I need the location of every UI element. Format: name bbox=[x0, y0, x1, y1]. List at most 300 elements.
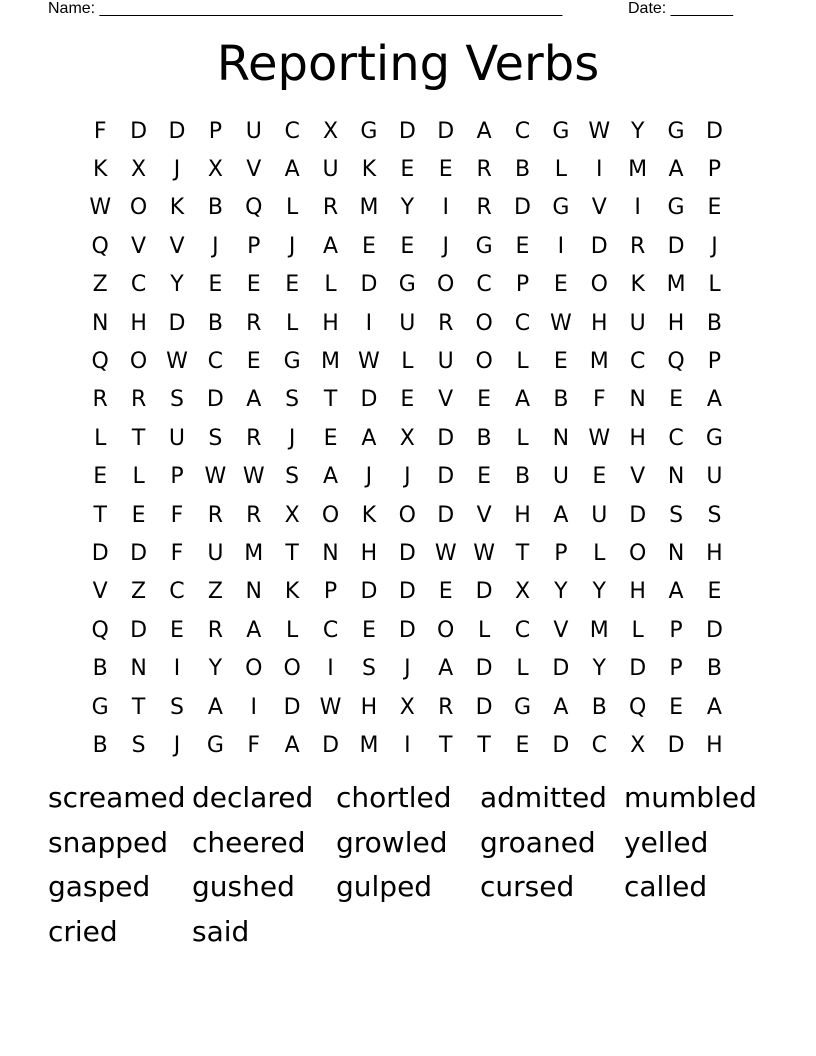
grid-cell[interactable]: H bbox=[706, 732, 723, 758]
grid-cell[interactable]: D bbox=[360, 387, 378, 413]
grid-cell[interactable]: X bbox=[514, 579, 531, 605]
grid-cell[interactable]: O bbox=[129, 195, 148, 221]
grid-cell[interactable]: X bbox=[207, 157, 223, 183]
grid-cell[interactable]: M bbox=[244, 540, 264, 566]
header-line bbox=[48, 0, 748, 20]
grid-cell[interactable]: E bbox=[707, 195, 722, 221]
grid-cell[interactable]: A bbox=[668, 157, 684, 183]
grid-cell[interactable]: O bbox=[245, 656, 263, 682]
grid-cell[interactable]: A bbox=[284, 157, 300, 183]
grid-cell[interactable]: I bbox=[250, 694, 257, 720]
grid-cell[interactable]: O bbox=[321, 502, 340, 528]
grid-cell[interactable]: S bbox=[169, 694, 184, 720]
grid-cell[interactable]: D bbox=[130, 617, 148, 643]
grid-cell[interactable]: C bbox=[322, 617, 339, 643]
grid-cell[interactable]: O bbox=[629, 540, 647, 566]
grid-cell[interactable]: G bbox=[206, 732, 224, 758]
grid-cell[interactable]: E bbox=[592, 464, 607, 490]
grid-cell[interactable]: J bbox=[288, 233, 296, 259]
grid-cell[interactable]: M bbox=[589, 349, 609, 375]
grid-cell[interactable]: Y bbox=[592, 656, 606, 682]
grid-cell[interactable]: P bbox=[669, 617, 683, 643]
grid-cell[interactable]: L bbox=[631, 617, 644, 643]
grid-cell[interactable]: E bbox=[438, 579, 453, 605]
grid-cell[interactable]: G bbox=[398, 272, 416, 298]
grid-cell[interactable]: T bbox=[285, 540, 299, 566]
grid-cell[interactable]: D bbox=[168, 310, 186, 336]
grid-cell[interactable]: E bbox=[361, 617, 376, 643]
grid-cell[interactable]: T bbox=[131, 694, 146, 720]
grid-cell[interactable]: J bbox=[173, 732, 181, 758]
grid-cell[interactable]: D bbox=[667, 732, 685, 758]
grid-cell[interactable]: H bbox=[591, 310, 608, 336]
grid-cell[interactable]: Q bbox=[667, 349, 685, 375]
grid-cell[interactable]: E bbox=[477, 464, 492, 490]
grid-cell[interactable]: G bbox=[552, 118, 570, 144]
grid-cell[interactable]: D bbox=[168, 118, 186, 144]
grid-cell[interactable]: V bbox=[630, 464, 646, 490]
grid-cell[interactable]: P bbox=[707, 349, 722, 375]
grid-cell[interactable]: U bbox=[322, 157, 339, 183]
grid-cell[interactable]: D bbox=[398, 118, 416, 144]
grid-cell[interactable]: L bbox=[477, 617, 491, 643]
grid-cell[interactable]: R bbox=[130, 387, 147, 413]
grid-cell[interactable]: C bbox=[476, 272, 492, 298]
grid-cell[interactable]: D bbox=[475, 656, 493, 682]
grid-cell[interactable]: B bbox=[706, 310, 722, 336]
grid-cell[interactable]: H bbox=[706, 540, 723, 566]
grid-cell[interactable]: N bbox=[667, 464, 685, 490]
grid-cell[interactable]: D bbox=[322, 732, 340, 758]
grid-cell[interactable]: D bbox=[667, 233, 685, 259]
grid-cell[interactable]: M bbox=[321, 349, 341, 375]
grid-cell[interactable]: R bbox=[630, 233, 646, 259]
grid-cell[interactable]: V bbox=[591, 195, 607, 221]
grid-cell[interactable]: W bbox=[473, 540, 495, 566]
grid-cell[interactable]: N bbox=[322, 540, 339, 566]
grid-cell[interactable]: D bbox=[552, 656, 570, 682]
grid-cell[interactable]: J bbox=[212, 233, 219, 259]
grid-cell[interactable]: E bbox=[246, 349, 261, 375]
grid-cell[interactable]: W bbox=[319, 694, 342, 720]
word-list-item: yelled bbox=[624, 825, 709, 859]
grid-cell[interactable]: A bbox=[553, 694, 569, 720]
grid-cell[interactable]: K bbox=[92, 157, 108, 183]
grid-cell[interactable]: K bbox=[169, 195, 185, 221]
grid-cell[interactable]: R bbox=[207, 617, 224, 643]
grid-cell[interactable]: C bbox=[514, 617, 531, 643]
grid-cell[interactable]: F bbox=[592, 387, 606, 413]
grid-cell[interactable]: C bbox=[591, 732, 607, 758]
grid-cell[interactable]: J bbox=[365, 464, 373, 490]
grid-cell[interactable]: D bbox=[360, 272, 378, 298]
grid-cell[interactable]: X bbox=[284, 502, 300, 528]
grid-cell[interactable]: O bbox=[475, 310, 493, 336]
grid-cell[interactable]: R bbox=[92, 387, 108, 413]
grid-cell[interactable]: X bbox=[399, 425, 415, 451]
grid-cell[interactable]: N bbox=[245, 579, 262, 605]
grid-cell[interactable]: S bbox=[208, 425, 223, 451]
grid-cell[interactable]: A bbox=[323, 233, 339, 259]
date-field[interactable]: Date: _______ bbox=[628, 0, 733, 17]
grid-cell[interactable]: P bbox=[323, 579, 338, 605]
grid-cell[interactable]: Q bbox=[245, 195, 263, 221]
grid-cell[interactable]: U bbox=[399, 310, 416, 336]
grid-cell[interactable]: D bbox=[398, 617, 416, 643]
grid-cell[interactable]: O bbox=[283, 656, 301, 682]
grid-cell[interactable]: G bbox=[91, 694, 109, 720]
grid-cell[interactable]: M bbox=[628, 157, 648, 183]
grid-cell[interactable]: P bbox=[669, 656, 683, 682]
grid-cell[interactable]: B bbox=[207, 195, 223, 221]
grid-cell[interactable]: R bbox=[438, 694, 454, 720]
grid-cell[interactable]: A bbox=[706, 694, 722, 720]
grid-cell[interactable]: V bbox=[438, 387, 454, 413]
grid-cell[interactable]: M bbox=[666, 272, 686, 298]
grid-cell[interactable]: Y bbox=[170, 272, 184, 298]
grid-cell[interactable]: E bbox=[285, 272, 300, 298]
grid-cell[interactable]: G bbox=[705, 425, 723, 451]
grid-cell[interactable]: V bbox=[476, 502, 492, 528]
grid-cell[interactable]: B bbox=[706, 656, 722, 682]
grid-cell[interactable]: K bbox=[630, 272, 645, 298]
grid-cell[interactable]: C bbox=[207, 349, 224, 375]
grid-cell[interactable]: A bbox=[476, 118, 492, 144]
grid-cell[interactable]: E bbox=[323, 425, 338, 451]
grid-cell[interactable]: I bbox=[173, 656, 181, 682]
grid-cell[interactable]: E bbox=[170, 617, 184, 643]
grid-cell[interactable]: W bbox=[550, 310, 572, 336]
grid-cell[interactable]: B bbox=[514, 464, 531, 490]
word-list-item: groaned bbox=[480, 825, 596, 859]
word-list-item: cursed bbox=[480, 870, 575, 904]
grid-cell[interactable]: O bbox=[475, 349, 493, 375]
grid-cell[interactable]: L bbox=[554, 157, 568, 183]
grid-cell[interactable]: P bbox=[707, 157, 722, 183]
grid-cell[interactable]: K bbox=[361, 157, 377, 183]
grid-cell[interactable]: T bbox=[131, 425, 146, 451]
grid-cell[interactable]: F bbox=[170, 540, 184, 566]
grid-cell[interactable]: S bbox=[169, 387, 184, 413]
grid-cell[interactable]: C bbox=[668, 425, 684, 451]
grid-cell[interactable]: H bbox=[667, 310, 685, 336]
grid-cell[interactable]: V bbox=[131, 233, 147, 259]
grid-cell[interactable]: R bbox=[438, 310, 454, 336]
grid-cell[interactable]: Y bbox=[592, 579, 606, 605]
grid-cell[interactable]: Y bbox=[630, 118, 645, 144]
grid-cell[interactable]: M bbox=[589, 617, 609, 643]
grid-cell[interactable]: A bbox=[246, 387, 262, 413]
grid-cell[interactable]: L bbox=[708, 272, 721, 298]
grid-cell[interactable]: Q bbox=[91, 233, 109, 259]
grid-cell[interactable]: N bbox=[91, 310, 109, 336]
grid-cell[interactable]: N bbox=[130, 656, 147, 682]
grid-cell[interactable]: C bbox=[169, 579, 185, 605]
grid-cell[interactable]: O bbox=[129, 349, 148, 375]
grid-cell[interactable]: I bbox=[442, 195, 449, 221]
grid-cell[interactable]: V bbox=[246, 157, 262, 183]
grid-cell[interactable]: G bbox=[667, 195, 685, 221]
grid-cell[interactable]: W bbox=[588, 118, 611, 144]
grid-cell[interactable]: O bbox=[437, 272, 455, 298]
grid-cell[interactable]: S bbox=[285, 464, 300, 490]
grid-cell[interactable]: H bbox=[322, 310, 339, 336]
grid-cell[interactable]: J bbox=[711, 233, 718, 259]
grid-cell[interactable]: N bbox=[629, 387, 646, 413]
word-list-item: called bbox=[624, 870, 708, 904]
grid-cell[interactable]: X bbox=[323, 118, 339, 144]
grid-cell[interactable]: L bbox=[324, 272, 337, 298]
grid-cell[interactable]: R bbox=[476, 195, 492, 221]
grid-cell[interactable]: G bbox=[552, 195, 570, 221]
grid-cell[interactable]: E bbox=[553, 272, 568, 298]
grid-cell[interactable]: U bbox=[706, 464, 723, 490]
grid-cell[interactable]: D bbox=[629, 502, 647, 528]
grid-cell[interactable]: C bbox=[284, 118, 300, 144]
grid-cell[interactable]: F bbox=[93, 118, 107, 144]
grid-cell[interactable]: Q bbox=[629, 694, 647, 720]
grid-cell[interactable]: C bbox=[514, 118, 531, 144]
grid-cell[interactable]: C bbox=[629, 349, 646, 375]
grid-cell[interactable]: M bbox=[359, 732, 379, 758]
grid-cell[interactable]: J bbox=[173, 157, 181, 183]
grid-cell[interactable]: G bbox=[667, 118, 685, 144]
grid-cell[interactable]: Q bbox=[91, 349, 109, 375]
grid-cell[interactable]: D bbox=[705, 118, 723, 144]
grid-cell[interactable]: A bbox=[514, 387, 531, 413]
grid-cell[interactable]: L bbox=[401, 349, 414, 375]
grid-cell[interactable]: Q bbox=[91, 617, 109, 643]
grid-cell[interactable]: J bbox=[288, 425, 296, 451]
grid-cell[interactable]: Y bbox=[554, 579, 568, 605]
grid-cell[interactable]: O bbox=[437, 617, 455, 643]
grid-cell[interactable]: X bbox=[399, 694, 415, 720]
grid-cell[interactable]: F bbox=[170, 502, 184, 528]
grid-cell[interactable]: E bbox=[246, 272, 261, 298]
grid-cell[interactable]: E bbox=[515, 233, 530, 259]
grid-cell[interactable]: A bbox=[438, 656, 454, 682]
grid-cell[interactable]: G bbox=[513, 694, 532, 720]
grid-cell[interactable]: D bbox=[475, 694, 493, 720]
grid-cell[interactable]: F bbox=[247, 732, 261, 758]
grid-cell[interactable]: K bbox=[284, 579, 300, 605]
grid-cell[interactable]: D bbox=[130, 540, 148, 566]
grid-cell[interactable]: T bbox=[515, 540, 530, 566]
grid-cell[interactable]: W bbox=[358, 349, 380, 375]
grid-cell[interactable]: E bbox=[669, 694, 683, 720]
grid-cell[interactable]: S bbox=[361, 656, 376, 682]
grid-cell[interactable]: T bbox=[323, 387, 338, 413]
grid-cell[interactable]: R bbox=[246, 502, 262, 528]
grid-cell[interactable]: W bbox=[434, 540, 457, 566]
word-list-item: growled bbox=[336, 825, 448, 859]
grid-cell[interactable]: P bbox=[554, 540, 568, 566]
grid-cell[interactable]: W bbox=[242, 464, 265, 490]
grid-cell[interactable]: S bbox=[285, 387, 300, 413]
grid-cell[interactable]: L bbox=[516, 425, 529, 451]
grid-cell[interactable]: D bbox=[91, 540, 109, 566]
grid-cell[interactable]: E bbox=[707, 579, 722, 605]
grid-cell[interactable]: D bbox=[514, 195, 531, 221]
grid-cell[interactable]: T bbox=[477, 732, 491, 758]
letter-grid bbox=[81, 112, 736, 765]
grid-cell[interactable]: B bbox=[514, 157, 531, 183]
grid-cell[interactable]: P bbox=[515, 272, 530, 298]
grid-cell[interactable]: S bbox=[707, 502, 722, 528]
grid-cell[interactable]: I bbox=[557, 233, 565, 259]
grid-cell[interactable]: N bbox=[667, 540, 685, 566]
grid-cell[interactable]: V bbox=[553, 617, 569, 643]
grid-cell[interactable]: L bbox=[286, 310, 299, 336]
name-field[interactable]: Name: ____________________________________________________ bbox=[48, 0, 563, 17]
grid-cell[interactable]: U bbox=[629, 310, 646, 336]
grid-cell[interactable]: H bbox=[629, 579, 646, 605]
grid-cell[interactable]: E bbox=[400, 233, 415, 259]
grid-cell[interactable]: U bbox=[207, 540, 224, 566]
grid-cell[interactable]: D bbox=[437, 118, 455, 144]
grid-cell[interactable]: D bbox=[705, 617, 723, 643]
grid-cell[interactable]: Z bbox=[131, 579, 147, 605]
grid-cell[interactable]: H bbox=[514, 502, 531, 528]
grid-cell[interactable]: O bbox=[590, 272, 608, 298]
grid-cell[interactable]: W bbox=[588, 425, 611, 451]
grid-cell[interactable]: W bbox=[89, 195, 112, 221]
grid-cell[interactable]: D bbox=[629, 656, 647, 682]
grid-cell[interactable]: R bbox=[246, 310, 262, 336]
grid-cell[interactable]: L bbox=[286, 617, 299, 643]
grid-cell[interactable]: U bbox=[168, 425, 186, 451]
grid-cell[interactable]: X bbox=[630, 732, 646, 758]
grid-cell[interactable]: N bbox=[552, 425, 570, 451]
grid-cell[interactable]: A bbox=[553, 502, 569, 528]
grid-cell[interactable]: J bbox=[442, 233, 449, 259]
grid-cell[interactable]: E bbox=[515, 732, 530, 758]
grid-cell[interactable]: Y bbox=[208, 656, 223, 682]
grid-cell[interactable]: L bbox=[593, 540, 606, 566]
grid-cell[interactable]: B bbox=[92, 732, 108, 758]
grid-cell[interactable]: H bbox=[130, 310, 147, 336]
grid-cell[interactable]: X bbox=[131, 157, 147, 183]
grid-cell[interactable]: S bbox=[131, 732, 146, 758]
grid-cell[interactable]: D bbox=[360, 579, 378, 605]
grid-cell[interactable]: E bbox=[438, 157, 453, 183]
grid-cell[interactable]: E bbox=[477, 387, 492, 413]
grid-cell[interactable]: G bbox=[360, 118, 378, 144]
grid-cell[interactable]: I bbox=[365, 310, 373, 336]
grid-cell[interactable]: G bbox=[283, 349, 301, 375]
grid-cell[interactable]: W bbox=[166, 349, 188, 375]
grid-cell[interactable]: U bbox=[437, 349, 454, 375]
grid-cell[interactable]: G bbox=[475, 233, 493, 259]
grid-cell[interactable]: E bbox=[361, 233, 376, 259]
grid-cell[interactable]: B bbox=[553, 387, 569, 413]
grid-cell[interactable]: D bbox=[130, 118, 148, 144]
grid-cell[interactable]: Z bbox=[207, 579, 223, 605]
grid-cell[interactable]: R bbox=[207, 502, 224, 528]
grid-cell[interactable]: A bbox=[361, 425, 377, 451]
grid-cell[interactable]: U bbox=[245, 118, 262, 144]
grid-cell[interactable]: E bbox=[669, 387, 683, 413]
grid-cell[interactable]: D bbox=[590, 233, 608, 259]
grid-cell[interactable]: U bbox=[591, 502, 608, 528]
grid-cell[interactable]: L bbox=[286, 195, 299, 221]
grid-cell[interactable]: H bbox=[360, 694, 378, 720]
grid-cell[interactable]: W bbox=[204, 464, 227, 490]
grid-cell[interactable]: J bbox=[404, 656, 411, 682]
grid-cell[interactable]: I bbox=[327, 656, 334, 682]
grid-cell[interactable]: R bbox=[322, 195, 339, 221]
grid-cell[interactable]: I bbox=[596, 157, 603, 183]
grid-cell[interactable]: E bbox=[400, 387, 415, 413]
grid-cell[interactable]: E bbox=[400, 157, 415, 183]
grid-cell[interactable]: O bbox=[398, 502, 416, 528]
grid-cell[interactable]: B bbox=[92, 656, 108, 682]
grid-cell[interactable]: A bbox=[706, 387, 722, 413]
grid-cell[interactable]: D bbox=[206, 387, 224, 413]
grid-cell[interactable]: Z bbox=[92, 272, 108, 298]
grid-cell[interactable]: T bbox=[438, 732, 453, 758]
grid-cell[interactable]: L bbox=[516, 349, 529, 375]
grid-cell[interactable]: R bbox=[476, 157, 492, 183]
grid-cell[interactable]: E bbox=[553, 349, 568, 375]
grid-cell[interactable]: H bbox=[629, 425, 646, 451]
grid-cell[interactable]: B bbox=[476, 425, 492, 451]
grid-cell[interactable]: D bbox=[398, 540, 416, 566]
grid-cell[interactable]: A bbox=[668, 579, 684, 605]
grid-cell[interactable]: T bbox=[93, 502, 107, 528]
grid-cell[interactable]: A bbox=[246, 617, 262, 643]
grid-cell[interactable]: H bbox=[360, 540, 378, 566]
grid-cell[interactable]: I bbox=[404, 732, 411, 758]
grid-cell[interactable]: P bbox=[247, 233, 261, 259]
grid-cell[interactable]: E bbox=[93, 464, 108, 490]
grid-cell[interactable]: D bbox=[437, 425, 455, 451]
grid-cell[interactable]: E bbox=[131, 502, 146, 528]
grid-cell[interactable]: M bbox=[359, 195, 379, 221]
grid-cell[interactable]: E bbox=[208, 272, 223, 298]
grid-cell[interactable]: C bbox=[130, 272, 147, 298]
grid-cell[interactable]: U bbox=[552, 464, 569, 490]
grid-cell[interactable]: A bbox=[284, 732, 300, 758]
grid-cell[interactable]: D bbox=[437, 464, 455, 490]
grid-cell[interactable]: D bbox=[398, 579, 416, 605]
grid-cell[interactable]: D bbox=[283, 694, 301, 720]
grid-cell[interactable]: B bbox=[207, 310, 223, 336]
grid-cell[interactable]: D bbox=[437, 502, 455, 528]
grid-cell[interactable]: I bbox=[634, 195, 641, 221]
grid-cell[interactable]: S bbox=[669, 502, 684, 528]
grid-cell[interactable]: B bbox=[591, 694, 607, 720]
grid-cell[interactable]: P bbox=[170, 464, 184, 490]
grid-cell[interactable]: Y bbox=[400, 195, 415, 221]
grid-cell[interactable]: D bbox=[552, 732, 570, 758]
grid-cell[interactable]: A bbox=[207, 694, 223, 720]
word-list-item: mumbled bbox=[624, 781, 757, 814]
grid-cell[interactable]: L bbox=[516, 656, 529, 682]
grid-cell[interactable]: D bbox=[475, 579, 493, 605]
grid-cell[interactable]: K bbox=[361, 502, 377, 528]
grid-cell[interactable]: R bbox=[246, 425, 262, 451]
grid-cell[interactable]: L bbox=[132, 464, 145, 490]
grid-cell[interactable]: A bbox=[323, 464, 339, 490]
page-title: Reporting Verbs bbox=[216, 36, 600, 92]
grid-cell[interactable]: P bbox=[208, 118, 222, 144]
grid-cell[interactable]: V bbox=[92, 579, 108, 605]
grid-cell[interactable]: J bbox=[404, 464, 411, 490]
grid-cell[interactable]: L bbox=[94, 425, 107, 451]
grid-cell[interactable]: C bbox=[514, 310, 531, 336]
grid-cell[interactable]: V bbox=[169, 233, 185, 259]
